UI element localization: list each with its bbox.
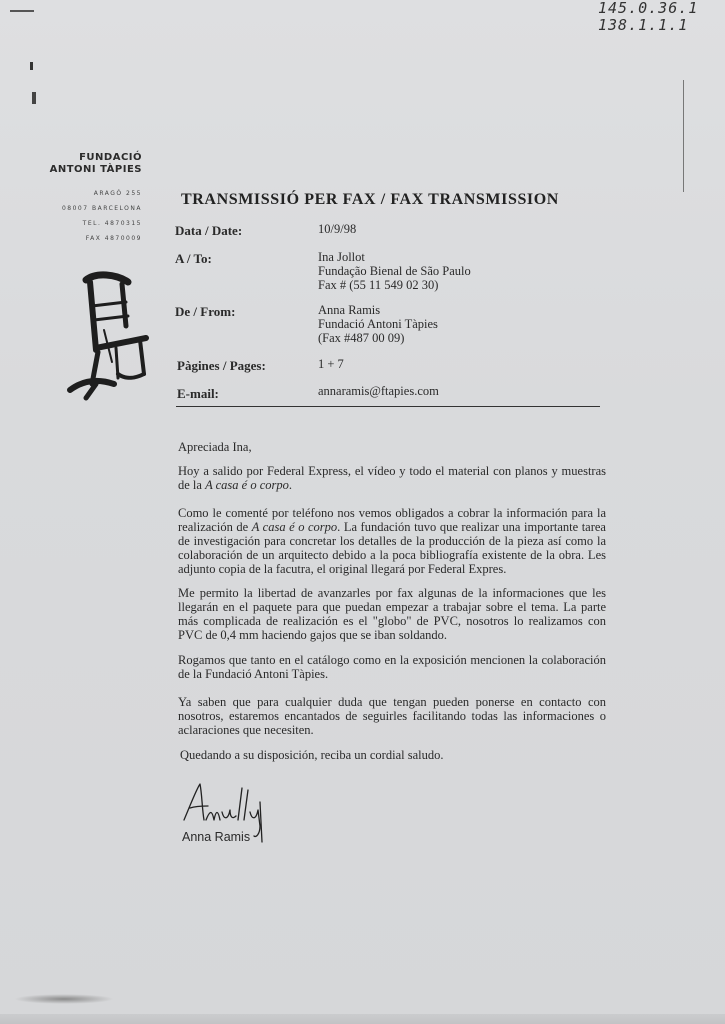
from-value <box>318 303 438 345</box>
letter-paragraph-4: Rogamos que tanto en el catálogo como en la exposición mencionen la colaboración de la Fundació Antoni Tàpies. <box>178 653 606 681</box>
letter-greeting: Apreciada Ina, <box>178 440 252 454</box>
p2-text: Como le comenté por teléfono nos vemos obligados a cobrar la información para la realización de <box>178 506 606 534</box>
archive-mark-line1: 145.0.36.1 <box>598 0 699 17</box>
date-line: 10/9/98 <box>318 222 357 236</box>
letter-paragraph-2 <box>178 506 606 576</box>
fax-title: TRANSMISSIÓ PER FAX / FAX TRANSMISSION <box>181 191 559 208</box>
logo-name-line2: ANTONI TÀPIES <box>49 164 142 175</box>
to-label: A / To: <box>175 251 212 266</box>
pages-value <box>318 357 344 371</box>
email-value <box>318 384 439 398</box>
signatory-name: Anna Ramis <box>182 830 251 844</box>
artwork-title: A casa é o corpo <box>251 520 338 534</box>
to-value <box>318 250 471 292</box>
edge-tick <box>683 80 684 192</box>
address-line: TEL. 4870315 <box>82 220 142 227</box>
chair-drawing-icon <box>56 266 156 406</box>
p1-text: Hoy a salido por Federal Express, el vídeo y todo el material con planos y muestras de la <box>178 464 606 492</box>
staple-mark <box>30 62 33 70</box>
p1-end: . <box>288 478 292 492</box>
staple-mark <box>32 92 36 104</box>
letter-closing: Quedando a su disposición, reciba un cordial saludo. <box>180 748 444 762</box>
email-label: E-mail: <box>177 386 219 401</box>
address-line: 08007 BARCELONA <box>61 205 142 212</box>
date-label: Data / Date: <box>175 223 243 238</box>
pages-label: Pàgines / Pages: <box>177 358 266 373</box>
email-line: annaramis@ftapies.com <box>318 384 439 398</box>
header-divider <box>176 406 600 407</box>
from-line: Fundació Antoni Tàpies <box>318 317 438 331</box>
foundation-address <box>40 186 142 246</box>
corner-mark <box>10 10 34 12</box>
address-line: ARAGÓ 255 <box>93 190 142 197</box>
archive-mark <box>598 0 698 34</box>
letter-paragraph-1 <box>178 464 606 492</box>
letter-paragraph-5: Ya saben que para cualquier duda que tengan pueden ponerse en contacto con nosotros, estaremos encantados de seguirles facilitando todas las informaciones o aclaraciones que necesiten. <box>178 695 606 737</box>
pages-line: 1 + 7 <box>318 357 344 371</box>
to-line: Fax # (55 11 549 02 30) <box>318 278 439 292</box>
to-line: Fundação Bienal de São Paulo <box>318 264 471 278</box>
letter-paragraph-3: Me permito la libertad de avanzarles por fax algunas de la informaciones que les llegarán en el paquete para que puedan empezar a trabajar sobre el tema. La parte más complicada de realización es el "globo" de PVC, nosotros lo realizamos con PVC de 0,4 mm haciendo gajos que se iban soldando. <box>178 586 606 642</box>
from-line: Anna Ramis <box>318 303 381 317</box>
to-line: Ina Jollot <box>318 250 365 264</box>
scan-bottom-edge <box>0 1014 725 1024</box>
foundation-logo-name <box>40 152 142 176</box>
logo-name-line1: FUNDACIÓ <box>79 152 142 163</box>
date-value <box>318 222 356 236</box>
p2-end: . La fundación tuvo que realizar una importante tarea de investigación para concretar los detalles de la producción de la pieza así como la colaboración de un arquitecto debido a la poca bibliografía existente de la obra. Les adjunto copia de la facutra, el original llegará por Federal Expres. <box>178 520 606 576</box>
artwork-title: A casa é o corpo <box>205 478 289 492</box>
from-line: (Fax #487 00 09) <box>318 331 405 345</box>
address-line: FAX 4870009 <box>85 235 142 242</box>
archive-mark-line2: 138.1.1.1 <box>598 16 689 34</box>
scan-smudge <box>14 994 114 1004</box>
from-label: De / From: <box>175 304 236 319</box>
